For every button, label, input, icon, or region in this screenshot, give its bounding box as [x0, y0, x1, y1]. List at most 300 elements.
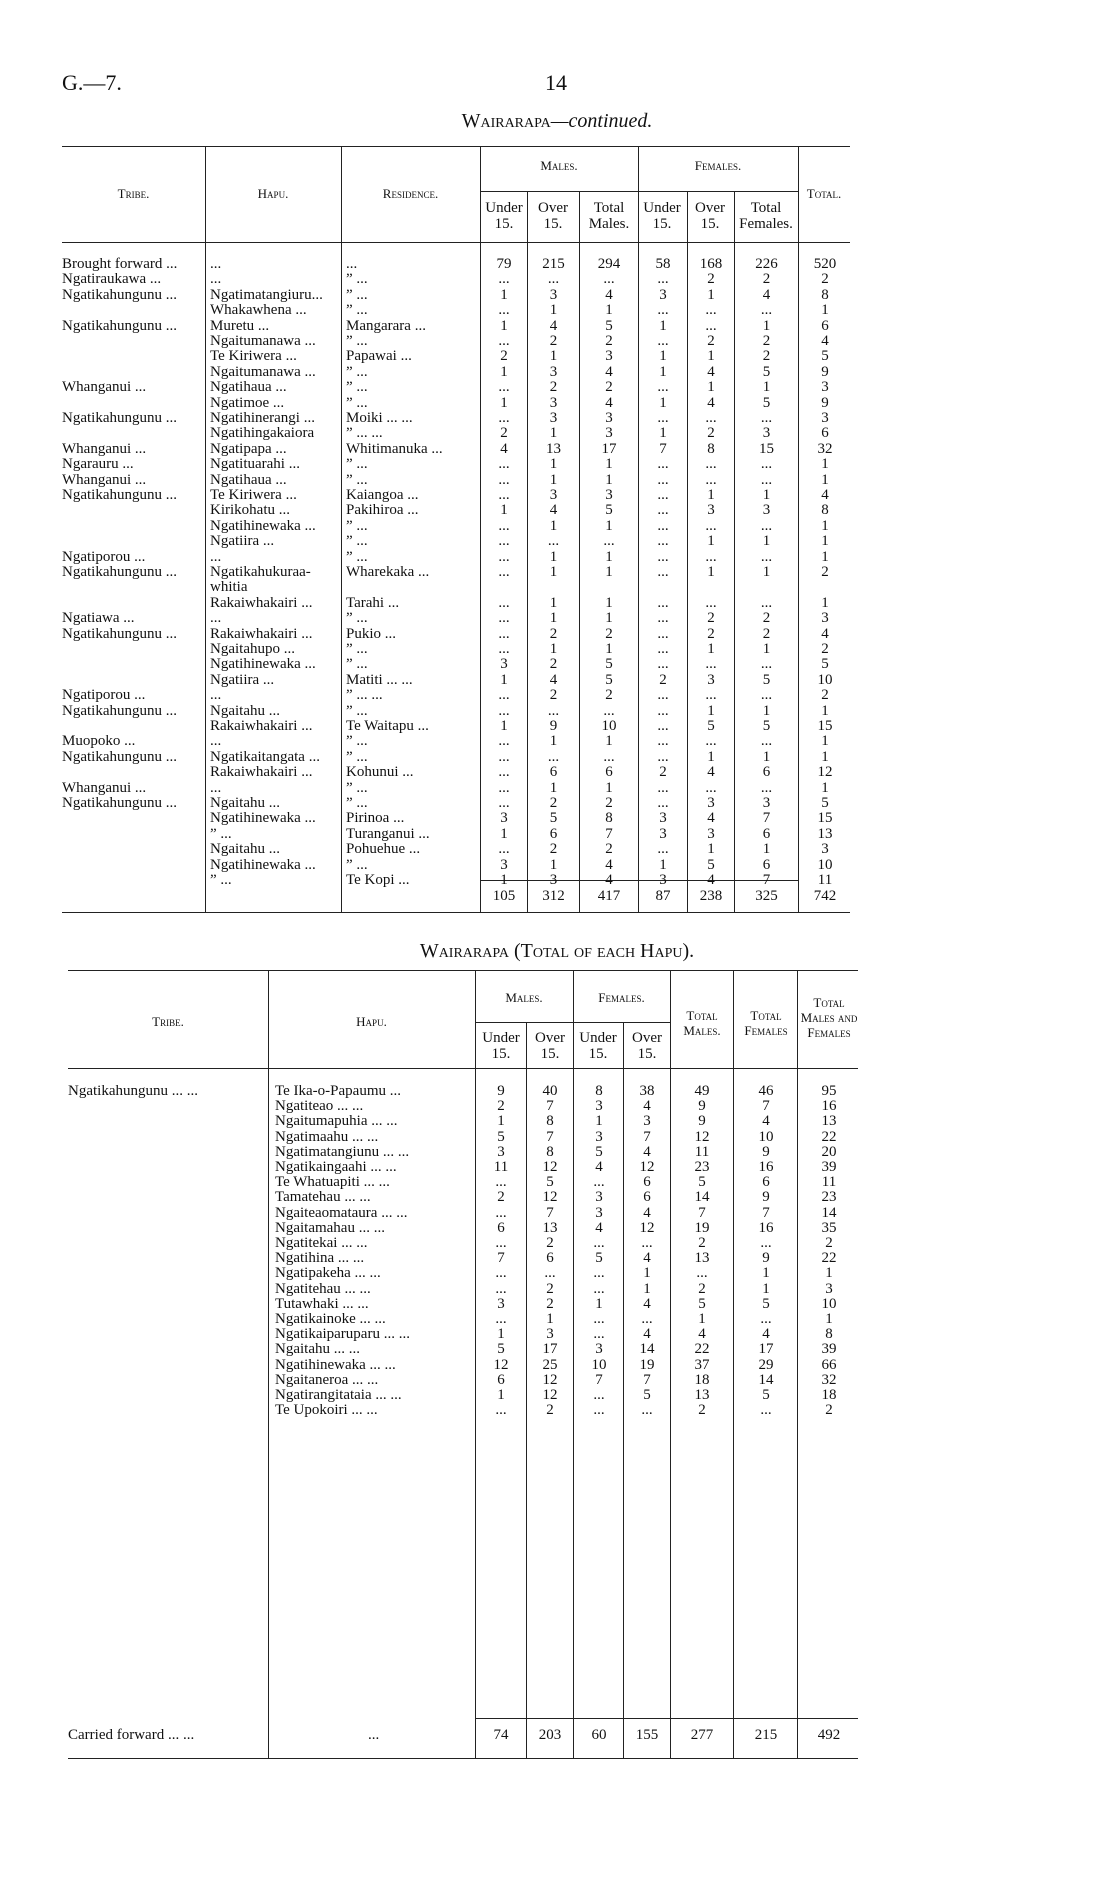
- t2-cell-females-under15: 7: [595, 1371, 603, 1388]
- cell-males-under15: 1: [500, 286, 508, 303]
- cell-total: 2: [821, 271, 829, 288]
- t2-cell-males-under15: 6: [497, 1219, 505, 1236]
- cell-females-under15: 1: [659, 317, 667, 334]
- cell-total-males: 8: [605, 810, 613, 827]
- cell-residence: Moiki ... ...: [346, 410, 413, 426]
- cell-males-under15: ...: [498, 795, 510, 811]
- cell-females-over15: 4: [707, 872, 715, 888]
- t2-cell-total-females: 10: [758, 1128, 774, 1145]
- t2-cell-total-males: 37: [694, 1356, 710, 1373]
- t2-cell-males-over15: 25: [542, 1356, 558, 1373]
- t2-header-females: Females.: [598, 990, 645, 1005]
- cell-hapu: Rakaiwhakairi ...: [210, 625, 313, 642]
- cell-males-over15: 1: [549, 733, 558, 750]
- cell-females-over15: 1: [707, 533, 715, 550]
- t2-cell-total-males: 19: [694, 1219, 710, 1236]
- cell-hapu: Rakaiwhakairi ...: [210, 764, 313, 781]
- cell-total: 10: [817, 671, 833, 688]
- cell-males-under15: ...: [498, 517, 510, 534]
- cell-hapu: Ngatituarahi ...: [210, 456, 300, 473]
- cell-females-under15: ...: [657, 564, 669, 580]
- cell-total-females: 6: [762, 856, 771, 873]
- cell-total-males: 1: [605, 594, 613, 611]
- cell-total: 1: [821, 548, 829, 565]
- cell-tribe: Ngatikahungunu ...: [62, 795, 177, 811]
- cell-females-under15: ...: [657, 271, 669, 288]
- t2-cell-total-males: 18: [694, 1371, 710, 1388]
- cell-females-under15: ...: [657, 718, 669, 734]
- cell-females-over15: ...: [705, 733, 717, 750]
- cell-total-females: 1: [762, 641, 771, 657]
- t2-cell-males-under15: 7: [497, 1250, 505, 1267]
- cell-total-females: ...: [760, 548, 773, 565]
- cell-males-under15: ...: [498, 471, 510, 488]
- cell-total: 520: [813, 256, 837, 272]
- cell-total-males: 2: [605, 379, 613, 396]
- cell-males-over15: ...: [547, 748, 560, 765]
- t2-cell-total: 13: [821, 1113, 837, 1130]
- cell-females-under15: 1: [659, 425, 667, 442]
- t2-cell-total: 3: [825, 1280, 833, 1297]
- t2-cell-males-over15: 12: [542, 1159, 558, 1175]
- cell-total-females: 1: [762, 841, 771, 858]
- cell-females-over15: 2: [707, 625, 715, 642]
- cell-hapu: Ngatihinewaka ...: [210, 517, 316, 534]
- cell-females-over15: ...: [705, 517, 717, 534]
- t2-cell-females-under15: ...: [593, 1265, 605, 1282]
- t2-cell-total-females: 4: [762, 1113, 770, 1130]
- cell-total: 13: [817, 825, 833, 842]
- cell-males-over15: 4: [549, 317, 558, 334]
- carried-forward-hapu: ...: [368, 1727, 380, 1743]
- cell-residence: Kaiangoa ...: [346, 487, 419, 503]
- cell-total-females: ...: [760, 779, 773, 796]
- t2-cell-females-under15: ...: [593, 1326, 605, 1343]
- t2-cell-total: 10: [821, 1295, 837, 1312]
- t2-cell-males-under15: 1: [497, 1326, 505, 1343]
- cell-total: 9: [821, 363, 829, 380]
- cell-residence: ” ...: [346, 533, 368, 550]
- cell-males-under15: ...: [498, 271, 510, 288]
- t2-cell-total-females: 5: [762, 1387, 770, 1403]
- t2-cell-total-females: 9: [762, 1250, 770, 1267]
- cell-females-over15: ...: [705, 548, 717, 565]
- header-females-under15: Under 15.: [643, 200, 681, 232]
- cell-total-females: ...: [760, 517, 773, 534]
- cell-total-males: 3: [605, 487, 613, 503]
- cell-residence: ” ...: [346, 363, 368, 380]
- cell-total-males: 1: [605, 564, 613, 580]
- cell-hapu: Ngatipapa ...: [210, 440, 287, 457]
- t2-cell-males-under15: 11: [493, 1159, 509, 1175]
- table1-totals-row: [0, 887, 1114, 905]
- cell-total: 3: [821, 610, 829, 627]
- cell-females-over15: 5: [707, 856, 715, 873]
- t2-cell-total-females: 7: [762, 1098, 770, 1115]
- cell-hapu: ” ...: [210, 825, 232, 842]
- cell-males-under15: 1: [500, 317, 508, 334]
- cell-males-under15: 3: [500, 656, 508, 673]
- cell-total-females: ...: [760, 656, 773, 673]
- cell-males-over15: 1: [549, 348, 558, 365]
- cell-females-under15: 1: [659, 394, 667, 411]
- cell-females-under15: ...: [657, 456, 669, 473]
- t2-cell-hapu: Ngatihina ... ...: [275, 1250, 365, 1267]
- cell-total-males: 7: [605, 825, 613, 842]
- t2-cell-females-over15: 14: [639, 1341, 655, 1358]
- t2-cell-females-under15: 4: [595, 1219, 603, 1236]
- cell-males-under15: ...: [498, 410, 510, 426]
- cell-total-males: 1: [605, 733, 613, 750]
- cell-total-females: 6: [762, 825, 771, 842]
- cell-hapu: Whakawhena ...: [210, 302, 307, 319]
- cell-females-over15: 3: [707, 795, 715, 811]
- cell-males-under15: 1: [500, 363, 508, 380]
- t2-cell-total: 2: [825, 1402, 833, 1419]
- cell-males-over15: 3: [549, 487, 558, 503]
- cell-females-under15: ...: [657, 610, 669, 627]
- cell-males-under15: 3: [500, 810, 508, 827]
- cell-males-over15: 1: [549, 456, 558, 473]
- cell-total-males: 5: [605, 656, 613, 673]
- cell-total-males: 2: [605, 333, 613, 349]
- t2-cell-females-over15: 6: [643, 1174, 651, 1191]
- t2-cell-males-over15: 12: [542, 1189, 558, 1206]
- cell-total-males: 2: [605, 795, 613, 811]
- cell-residence: Pohuehue ...: [346, 841, 421, 858]
- t2-cell-females-under15: 1: [595, 1295, 603, 1312]
- t2-cell-females-under15: ...: [593, 1280, 605, 1297]
- cell-hapu: Muretu ...: [210, 317, 270, 334]
- cell-total-males: ...: [603, 702, 615, 719]
- t2-header-males-over15: Over 15.: [535, 1030, 565, 1062]
- cell-hapu: Ngaitumanawa ...: [210, 333, 316, 349]
- cell-hapu: whitia: [210, 579, 248, 596]
- t2-header-females-under15: Under 15.: [579, 1030, 617, 1062]
- cell-females-under15: ...: [657, 502, 669, 519]
- header-total: Total.: [806, 186, 842, 201]
- t2-cell-hapu: Tutawhaki ... ...: [275, 1295, 369, 1312]
- t2-cell-males-under15: 9: [497, 1083, 505, 1099]
- cell-total: 1: [821, 779, 829, 796]
- cell-total-females: ...: [760, 594, 773, 611]
- cell-total: 1: [821, 471, 829, 488]
- cell-females-over15: 2: [707, 610, 715, 627]
- cell-males-under15: ...: [498, 594, 510, 611]
- cell-total-females: ...: [760, 471, 773, 488]
- cell-females-under15: 1: [659, 348, 667, 365]
- cell-tribe: Ngatikahungunu ...: [62, 487, 177, 503]
- t2-cell-females-under15: 8: [595, 1083, 603, 1099]
- t2-cell-males-over15: 3: [546, 1326, 554, 1343]
- t2-cell-females-over15: 12: [639, 1219, 655, 1236]
- cell-hapu: ...: [210, 548, 222, 565]
- t2-cell-females-over15: ...: [641, 1402, 653, 1419]
- t2-cell-total: 66: [821, 1356, 837, 1373]
- t2-cell-hapu: Ngaitahu ... ...: [275, 1341, 360, 1358]
- cell-total-males: 5: [605, 317, 613, 334]
- t2-cell-total: 2: [825, 1235, 833, 1251]
- cell-residence: ” ...: [346, 286, 368, 303]
- t2-cell-total-females: 1: [762, 1280, 770, 1297]
- cell-total: 8: [821, 502, 829, 519]
- cell-tribe: Whanganui ...: [62, 779, 147, 796]
- cell-females-under15: ...: [657, 517, 669, 534]
- cell-total-females: 2: [762, 610, 771, 627]
- cell-females-over15: ...: [705, 471, 717, 488]
- cell-tribe: Ngatikahungunu ...: [62, 702, 177, 719]
- t2-cell-total-females: 9: [762, 1189, 770, 1206]
- t2-cell-females-under15: 3: [595, 1098, 603, 1115]
- t2-cell-hapu: Ngatimatangiunu ... ...: [275, 1143, 410, 1160]
- cell-males-over15: 3: [549, 363, 558, 380]
- cell-tribe: Whanganui ...: [62, 471, 147, 488]
- cell-hapu: Ngatimoe ...: [210, 394, 285, 411]
- t2-cell-males-under15: ...: [495, 1311, 507, 1327]
- cell-hapu: Rakaiwhakairi ...: [210, 718, 313, 734]
- t2-cell-females-under15: 3: [595, 1204, 603, 1221]
- cell-residence: ” ...: [346, 656, 368, 673]
- cell-males-over15: 3: [549, 872, 558, 888]
- cell-total-males: 4: [605, 856, 613, 873]
- cell-males-under15: ...: [498, 733, 510, 750]
- cell-residence: ” ... ...: [346, 687, 383, 704]
- t2-cell-females-under15: ...: [593, 1387, 605, 1403]
- cell-hapu: Ngatiira ...: [210, 671, 275, 688]
- cell-residence: Te Waitapu ...: [346, 718, 429, 734]
- cell-residence: Mangarara ...: [346, 317, 426, 334]
- t2-cell-total-males: 4: [698, 1326, 706, 1343]
- cell-total-females: ...: [760, 456, 773, 473]
- cell-total-males: 1: [605, 517, 613, 534]
- t2-cell-males-over15: 7: [546, 1098, 554, 1115]
- cell-males-under15: ...: [498, 564, 510, 580]
- cell-residence: ” ...: [346, 748, 368, 765]
- t2-cell-males-over15: 2: [546, 1280, 554, 1297]
- t2-header-total-males: Total Males.: [683, 1008, 721, 1038]
- cell-females-under15: 2: [659, 671, 667, 688]
- table1-title-cont: —continued.: [550, 110, 653, 132]
- t2-cell-total-males: 5: [698, 1295, 706, 1312]
- carried-females-under15: 60: [591, 1727, 607, 1743]
- cell-females-under15: ...: [657, 594, 669, 611]
- cell-total-females: 5: [762, 363, 771, 380]
- table1-title: [0, 110, 1114, 133]
- cell-males-over15: 1: [549, 471, 558, 488]
- t2-cell-males-under15: 2: [497, 1189, 505, 1206]
- t2-cell-total: 32: [821, 1371, 837, 1388]
- cell-females-over15: 1: [707, 748, 715, 765]
- cell-males-under15: ...: [498, 379, 510, 396]
- cell-total: 9: [821, 394, 829, 411]
- cell-females-over15: ...: [705, 656, 717, 673]
- t2-cell-hapu: Ngaitamahau ... ...: [275, 1219, 385, 1236]
- cell-total-females: 3: [762, 795, 771, 811]
- cell-total-males: 2: [605, 687, 613, 704]
- cell-males-under15: ...: [498, 641, 510, 657]
- t2-header-total-females: Total Females: [744, 1008, 788, 1038]
- cell-tribe: Ngarauru ...: [62, 456, 134, 473]
- cell-females-over15: ...: [705, 594, 717, 611]
- cell-hapu: Te Kiriwera ...: [210, 487, 297, 503]
- t2-header-tribe: Tribe.: [152, 1014, 184, 1029]
- table2-title: Wairarapa (Total of each Hapu).: [419, 940, 695, 962]
- cell-hapu: Ngatihinewaka ...: [210, 656, 316, 673]
- t2-cell-total-males: 7: [698, 1204, 706, 1221]
- header-total-females: Total Females.: [739, 200, 793, 232]
- t2-cell-total-males: 13: [694, 1387, 710, 1403]
- t2-cell-hapu: Te Upokoiri ... ...: [275, 1402, 378, 1419]
- t2-cell-total: 11: [821, 1174, 837, 1191]
- cell-total-males: 5: [605, 671, 613, 688]
- t2-cell-females-under15: 3: [595, 1341, 603, 1358]
- table1-title-main: Wairarapa: [461, 110, 551, 132]
- cell-males-over15: 1: [549, 425, 558, 442]
- cell-total-females: 1: [762, 533, 771, 550]
- t2-cell-total: 16: [821, 1098, 837, 1115]
- t2-cell-females-over15: 1: [643, 1280, 651, 1297]
- cell-females-under15: 1: [659, 856, 667, 873]
- cell-tribe: Ngatiporou ...: [62, 687, 146, 704]
- t2-cell-total-females: 7: [762, 1204, 770, 1221]
- cell-males-over15: 1: [549, 517, 558, 534]
- cell-females-over15: 168: [699, 256, 723, 272]
- t2-cell-females-under15: 5: [595, 1250, 603, 1267]
- cell-total: 6: [821, 317, 829, 334]
- cell-total-females: 1: [762, 748, 771, 765]
- cell-residence: Te Kopi ...: [346, 872, 410, 888]
- t2-cell-males-under15: ...: [495, 1402, 507, 1419]
- cell-total-males: 4: [605, 394, 613, 411]
- cell-females-over15: 8: [707, 440, 715, 457]
- t2-cell-hapu: Te Ika-o-Papaumu ...: [275, 1083, 401, 1099]
- cell-total-females: 5: [762, 394, 771, 411]
- t2-cell-total-females: 4: [762, 1326, 770, 1343]
- cell-total-females: 1: [762, 564, 771, 580]
- t2-cell-females-over15: 3: [643, 1113, 651, 1130]
- cell-females-over15: 2: [707, 271, 715, 288]
- header-residence: Residence.: [382, 186, 439, 201]
- t2-cell-total: 23: [821, 1189, 837, 1206]
- t2-cell-females-under15: 10: [591, 1356, 607, 1373]
- carried-females-over15: 155: [635, 1727, 659, 1743]
- t2-cell-females-over15: 4: [643, 1326, 651, 1343]
- t2-cell-females-over15: 1: [643, 1265, 651, 1282]
- cell-males-under15: ...: [498, 625, 510, 642]
- cell-total: 10: [817, 856, 833, 873]
- total-females-over15: 238: [699, 888, 723, 904]
- cell-hapu: ...: [210, 610, 222, 627]
- header-females-over15: Over 15.: [695, 200, 725, 232]
- t2-cell-males-under15: 1: [497, 1113, 505, 1130]
- t2-cell-hapu: Ngatitehau ... ...: [275, 1280, 371, 1297]
- cell-males-over15: 1: [549, 302, 558, 319]
- cell-total-males: 1: [605, 641, 613, 657]
- t2-cell-males-over15: 13: [542, 1219, 558, 1236]
- cell-residence: Wharekaka ...: [346, 564, 430, 580]
- t2-cell-hapu: Te Whatuapiti ... ...: [275, 1174, 390, 1191]
- cell-tribe: Ngatikahungunu ...: [62, 748, 177, 765]
- cell-males-over15: 1: [549, 610, 558, 627]
- cell-females-over15: 1: [707, 379, 715, 396]
- cell-hapu: ” ...: [210, 872, 232, 888]
- cell-total-females: 4: [762, 286, 771, 303]
- t2-cell-total-females: 16: [758, 1219, 774, 1236]
- cell-residence: Pukio ...: [346, 625, 397, 642]
- cell-tribe: Ngatikahungunu ...: [62, 564, 177, 580]
- cell-females-over15: ...: [705, 687, 717, 704]
- cell-total-males: 1: [605, 548, 613, 565]
- t2-cell-males-under15: ...: [495, 1204, 507, 1221]
- cell-males-over15: 3: [549, 410, 558, 426]
- cell-hapu: Ngatiira ...: [210, 533, 275, 550]
- cell-females-over15: ...: [705, 456, 717, 473]
- cell-residence: ” ...: [346, 271, 368, 288]
- cell-hapu: ...: [210, 256, 222, 272]
- cell-females-under15: 3: [659, 872, 667, 888]
- cell-males-under15: ...: [498, 702, 510, 719]
- cell-males-over15: 2: [549, 656, 558, 673]
- cell-females-under15: ...: [657, 702, 669, 719]
- cell-total-males: ...: [603, 271, 615, 288]
- cell-females-under15: ...: [657, 533, 669, 550]
- cell-males-over15: 4: [549, 671, 558, 688]
- cell-hapu: ...: [210, 271, 222, 288]
- cell-residence: ” ... ...: [346, 425, 383, 442]
- cell-total-females: 2: [762, 333, 771, 349]
- t2-cell-males-over15: 12: [542, 1371, 558, 1388]
- cell-females-over15: 1: [707, 641, 715, 657]
- cell-hapu: Kirikohatu ...: [210, 502, 290, 519]
- cell-residence: Pakihiroa ...: [346, 502, 419, 519]
- t2-cell-total-males: 11: [694, 1143, 710, 1160]
- cell-total-females: 5: [762, 671, 771, 688]
- cell-females-under15: ...: [657, 795, 669, 811]
- cell-total-males: 2: [605, 841, 613, 858]
- cell-females-under15: ...: [657, 733, 669, 750]
- cell-hapu: Ngatihinewaka ...: [210, 856, 316, 873]
- t2-cell-total: 1: [825, 1265, 833, 1282]
- t2-cell-total-males: 1: [698, 1311, 706, 1327]
- t2-cell-females-over15: 4: [643, 1143, 651, 1160]
- cell-total-males: 4: [605, 872, 613, 888]
- cell-males-under15: ...: [498, 779, 510, 796]
- cell-hapu: Ngatihaua ...: [210, 471, 287, 488]
- cell-total-males: 10: [601, 718, 617, 734]
- cell-total: 2: [821, 641, 829, 657]
- cell-total-females: 226: [755, 256, 778, 272]
- t2-cell-males-over15: 8: [546, 1143, 554, 1160]
- cell-females-under15: ...: [657, 333, 669, 349]
- t2-cell-hapu: Ngatitekai ... ...: [275, 1235, 368, 1251]
- page-reference: G.—7.: [62, 70, 122, 95]
- header-males-under15: Under 15.: [485, 200, 523, 232]
- t2-cell-males-over15: 6: [546, 1250, 554, 1267]
- cell-total: 1: [821, 456, 829, 473]
- cell-total: 11: [817, 872, 833, 888]
- cell-residence: ” ...: [346, 795, 368, 811]
- cell-females-under15: ...: [657, 487, 669, 503]
- cell-total-males: 5: [605, 502, 613, 519]
- t2-cell-females-under15: ...: [593, 1235, 605, 1251]
- t2-cell-males-over15: 7: [546, 1128, 554, 1145]
- cell-total-females: 6: [762, 764, 771, 781]
- t2-cell-hapu: Ngatikaiparuparu ... ...: [275, 1326, 410, 1343]
- cell-tribe: Ngatiporou ...: [62, 548, 146, 565]
- cell-total-females: 2: [762, 348, 771, 365]
- cell-males-under15: 1: [500, 394, 508, 411]
- t2-cell-males-over15: 5: [546, 1174, 554, 1191]
